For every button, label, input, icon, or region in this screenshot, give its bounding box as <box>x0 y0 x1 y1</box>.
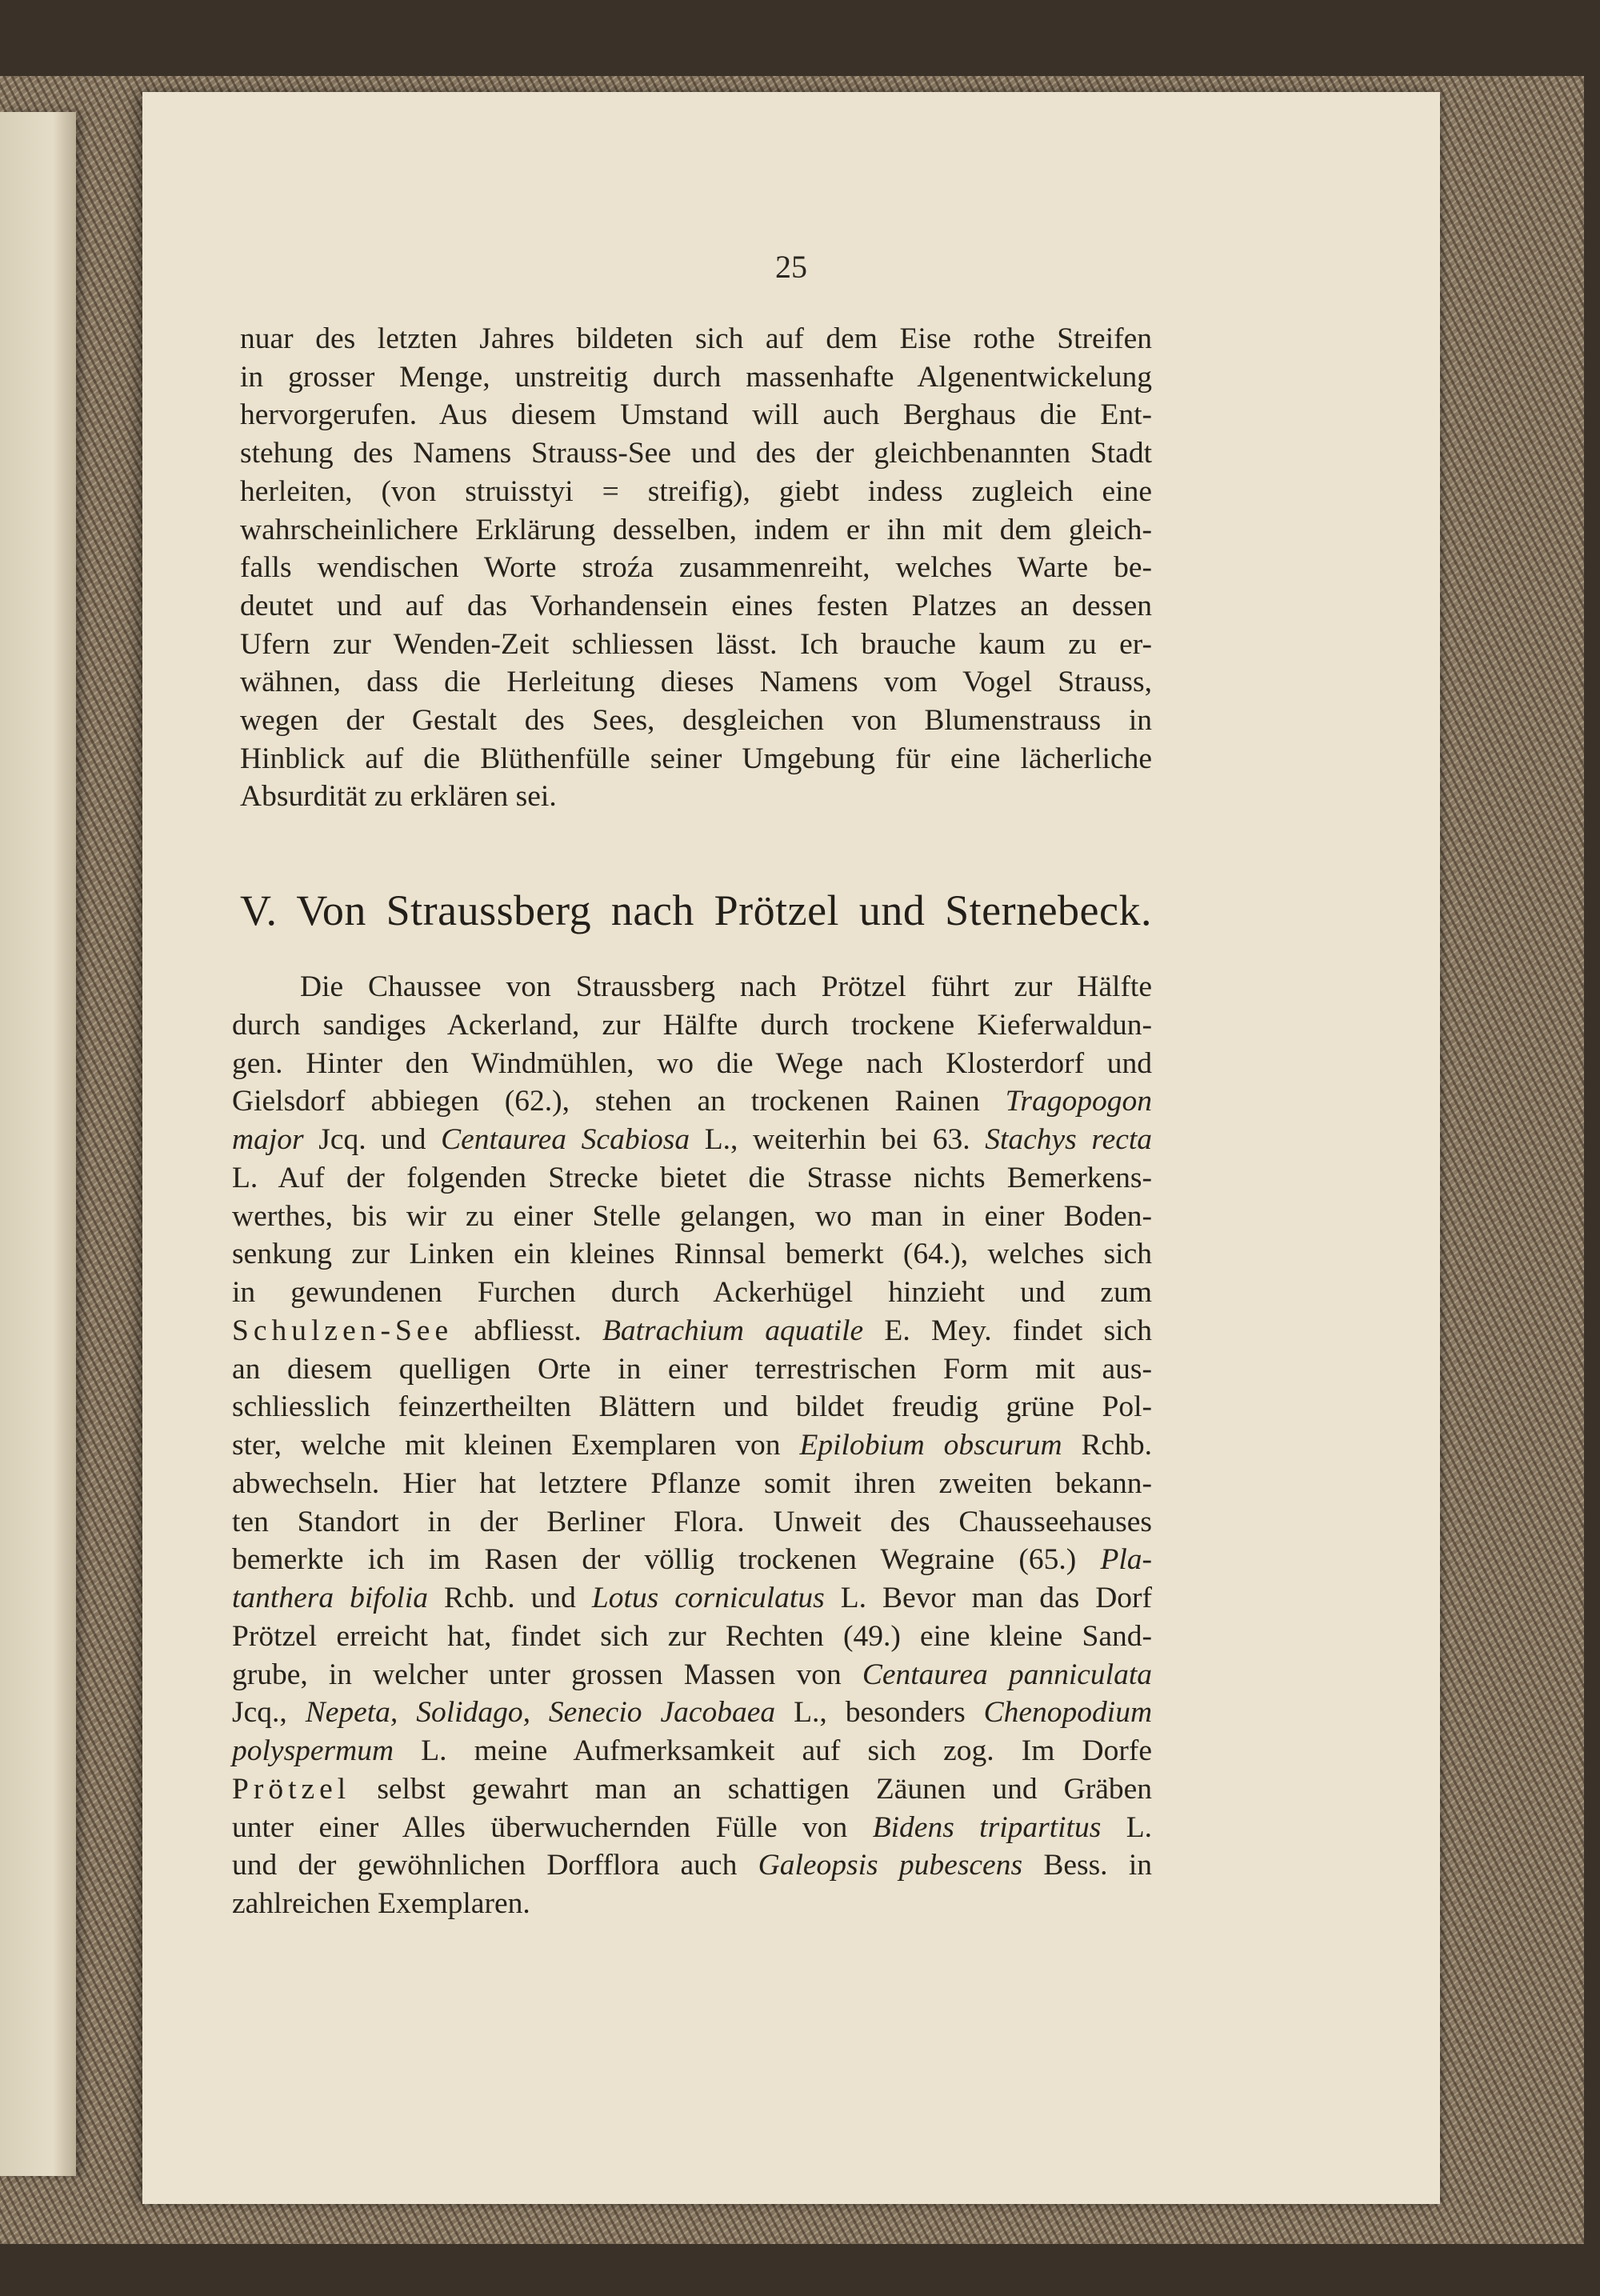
text-line: ster, welche mit kleinen Exemplaren von Epilobium obscurum Rchb. <box>232 1429 1153 1462</box>
text-line: in grosser Menge, unstreitig durch massenhafte Algenentwickelung <box>240 360 1152 394</box>
species-name: polyspermum <box>232 1734 394 1767</box>
text-line: deutet und auf das Vorhandensein eines festen Platzes an dessen <box>240 589 1152 622</box>
species-name: Epilobium obscurum <box>799 1429 1062 1462</box>
species-name: Chenopodium <box>983 1696 1153 1730</box>
text-line: werthes, bis wir zu einer Stelle gelangen, wo man in einer Boden- <box>232 1199 1152 1233</box>
text-line: schliesslich feinzertheilten Blättern und bildet freudig grüne Pol- <box>232 1390 1152 1424</box>
text-line: hervorgerufen. Aus diesem Umstand will auch Berghaus die Ent- <box>240 398 1152 432</box>
text-line: an diesem quelligen Orte in einer terrestrischen Form mit aus- <box>232 1352 1152 1386</box>
text-line: ten Standort in der Berliner Flora. Unweit des Chausseehauses <box>232 1505 1152 1538</box>
species-name: Bidens tripartitus <box>872 1810 1102 1844</box>
text-line: major Jcq. und Centaurea Scabiosa L., weiterhin bei 63. Stachys recta <box>232 1123 1153 1156</box>
text-line: herleiten, (von struisstyi = streifig), giebt indess zugleich eine <box>240 474 1152 508</box>
paragraph-2 <box>232 968 1152 1923</box>
species-name: Tragopogon <box>1005 1085 1153 1118</box>
species-name: Galeopsis pubescens <box>758 1849 1023 1882</box>
text-line: Schulzen-See abfliesst. Batrachium aquatile E. Mey. findet sich <box>232 1314 1153 1347</box>
text-line: Prötzel erreicht hat, findet sich zur Rechten (49.) eine kleine Sand- <box>232 1619 1152 1653</box>
place-name: Schulzen-See <box>232 1314 454 1347</box>
section-heading: V. Von Straussberg nach Prötzel und Sternebeck. <box>240 886 1152 934</box>
text-line: grube, in welcher unter grossen Massen von Centaurea panniculata <box>232 1658 1152 1691</box>
text-line: und der gewöhnlichen Dorfflora auch Galeopsis pubescens Bess. in <box>232 1849 1153 1882</box>
paragraph-1 <box>240 320 1152 816</box>
species-name: tanthera bifolia <box>232 1582 429 1614</box>
page-number: 25 <box>775 249 807 285</box>
text-line: wegen der Gestalt des Sees, desgleichen von Blumenstrauss in <box>240 704 1152 738</box>
text-line: tanthera bifolia Rchb. und Lotus corniculatus L. Bevor man das Dorf <box>232 1582 1153 1614</box>
species-name: major <box>232 1123 304 1156</box>
text-line: zahlreichen Exemplaren. <box>232 1887 530 1920</box>
text-line: Prötzel selbst gewahrt man an schattigen Zäunen und Gräben <box>232 1772 1153 1806</box>
facing-page-edge <box>0 112 76 2176</box>
text-line: Die Chaussee von Straussberg nach Prötzel führt zur Hälfte <box>300 970 1152 1003</box>
text-line: Absurdität zu erklären sei. <box>240 780 557 814</box>
text-line: durch sandiges Ackerland, zur Hälfte durch trockene Kieferwaldun- <box>232 1008 1152 1042</box>
species-name: Batrachium aquatile <box>602 1314 864 1347</box>
text-line: Gielsdorf abbiegen (62.), stehen an trockenen Rainen Tragopogon <box>232 1085 1153 1118</box>
text-line: Ufern zur Wenden-Zeit schliessen lässt. Ich brauche kaum zu er- <box>240 627 1152 661</box>
text-line: nuar des letzten Jahres bildeten sich auf dem Eise rothe Streifen <box>240 322 1152 355</box>
text-line: stehung des Namens Strauss-See und des der gleichbenannten Stadt <box>240 437 1152 470</box>
paragraph-1-text <box>240 320 1152 816</box>
text-line: L. Auf der folgenden Strecke bietet die Strasse nichts Bemerkens- <box>232 1161 1152 1194</box>
place-name: Prötzel <box>232 1772 351 1806</box>
text-line: abwechseln. Hier hat letztere Pflanze somit ihren zweiten bekann- <box>232 1466 1152 1500</box>
species-name: Centaurea Scabiosa <box>441 1123 690 1156</box>
text-line: unter einer Alles überwuchernden Fülle von Bidens tripartitus L. <box>232 1810 1153 1844</box>
text-line: Hinblick auf die Blüthenfülle seiner Umgebung für eine lächerliche <box>240 742 1152 775</box>
text-line: bemerkte ich im Rasen der völlig trockenen Wegraine (65.) Pla- <box>232 1543 1153 1577</box>
text-line: wahrscheinlichere Erklärung desselben, indem er ihn mit dem gleich- <box>240 513 1152 546</box>
text-line: Jcq., Nepeta, Solidago, Senecio Jacobaea L., besonders Chenopodium <box>232 1696 1153 1730</box>
species-name: Lotus corniculatus <box>591 1582 825 1614</box>
species-name: Stachys recta <box>985 1123 1153 1156</box>
text-line: in gewundenen Furchen durch Ackerhügel hinzieht und zum <box>232 1276 1152 1309</box>
species-name: Pla- <box>1100 1543 1153 1577</box>
text-line: wähnen, dass die Herleitung dieses Namens vom Vogel Strauss, <box>240 666 1152 699</box>
text-line: falls wendischen Worte stroźa zusammenreiht, welches Warte be- <box>240 551 1152 585</box>
text-line: gen. Hinter den Windmühlen, wo die Wege nach Klosterdorf und <box>232 1046 1152 1080</box>
species-name: Nepeta, Solidago, Senecio Jacobaea <box>305 1696 776 1730</box>
text-line: polyspermum L. meine Aufmerksamkeit auf sich zog. Im Dorfe <box>232 1734 1153 1767</box>
text-line: senkung zur Linken ein kleines Rinnsal bemerkt (64.), welches sich <box>232 1238 1152 1271</box>
species-name: Centaurea panniculata <box>862 1658 1152 1691</box>
